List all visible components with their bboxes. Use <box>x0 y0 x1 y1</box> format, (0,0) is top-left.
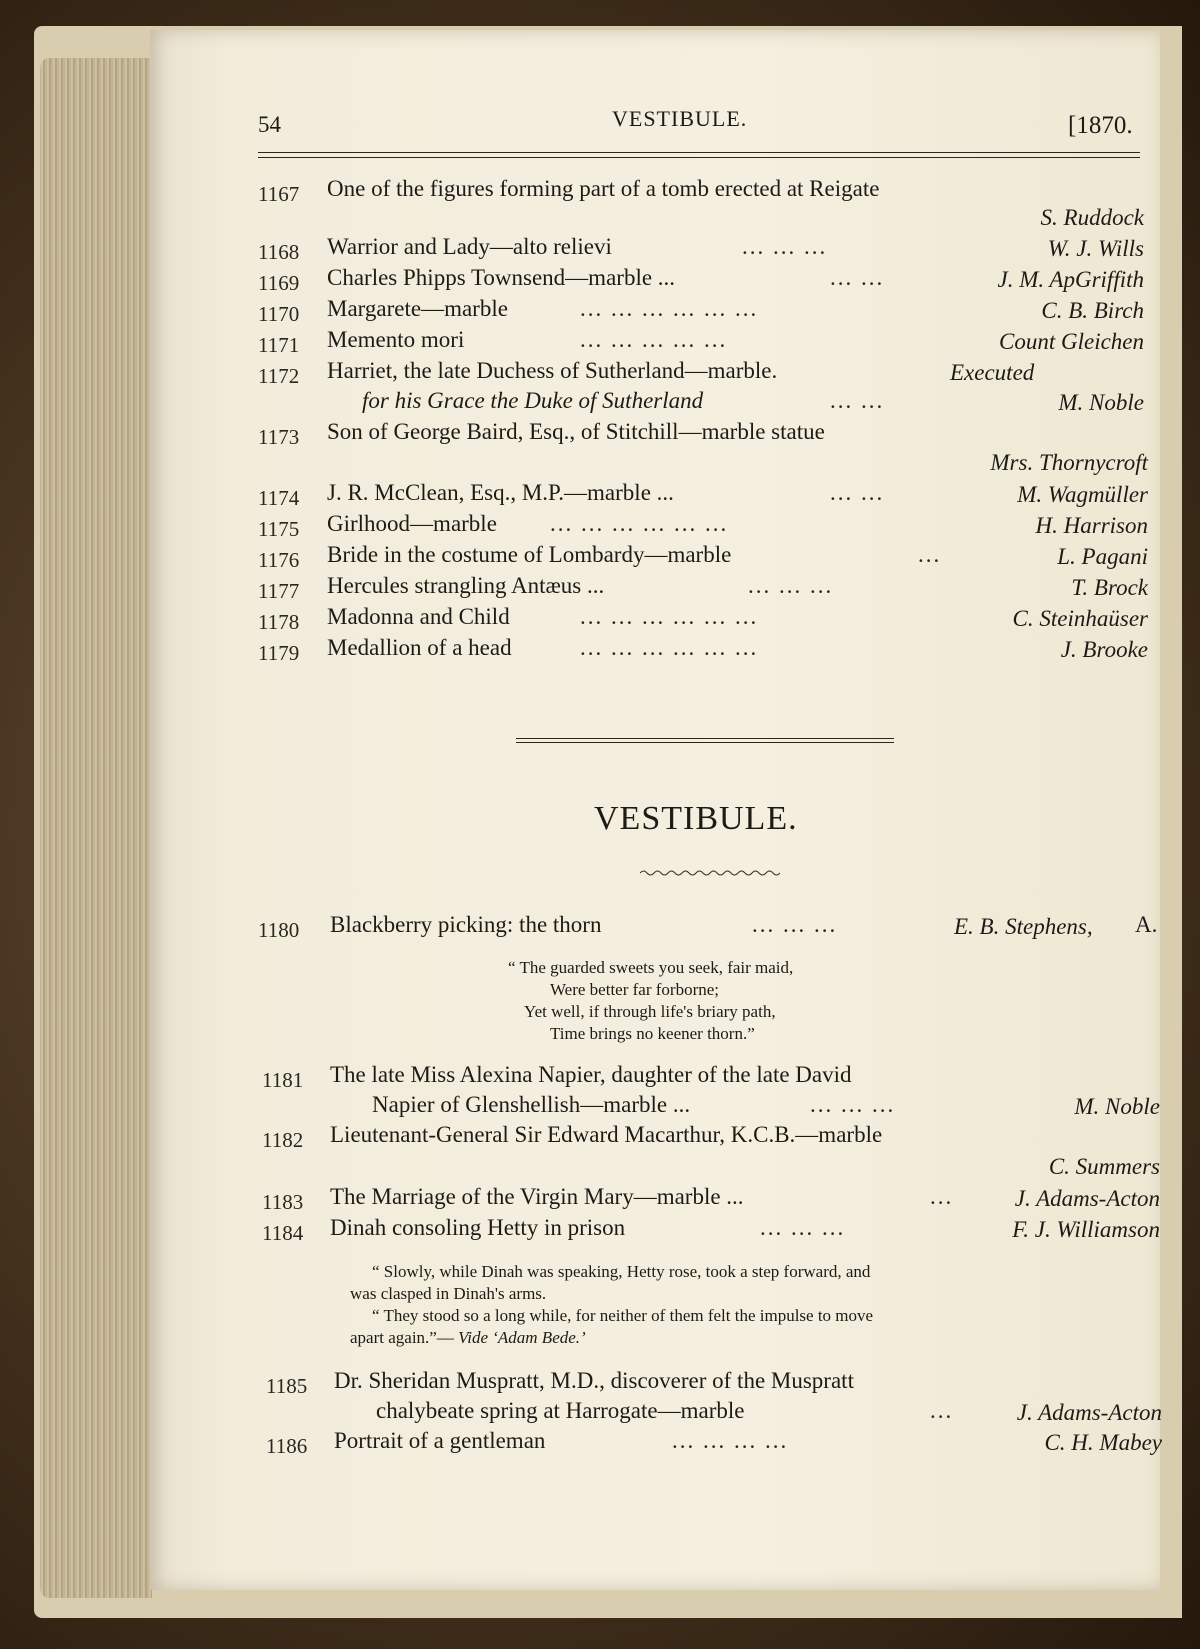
entry-title-italic: Executed <box>950 360 1035 385</box>
entry-title: Dinah consoling Hetty in prison <box>330 1215 626 1240</box>
entry-number: 1170 <box>258 302 300 326</box>
entry-title: Medallion of a head <box>327 635 512 660</box>
entry-title: One of the figures forming part of a tomb erected at Reigate <box>327 176 880 201</box>
entry-dots: ... ... <box>830 265 885 290</box>
poem-line: Time brings no keener thorn.” <box>550 1024 755 1043</box>
section-rule <box>516 738 894 743</box>
entry-dots: ... ... <box>830 480 885 505</box>
entry-number: 1171 <box>258 333 300 357</box>
entry-title: Bride in the costume of Lombardy—marble <box>327 542 732 567</box>
entry-dots: ... ... ... ... ... ... <box>580 635 759 660</box>
header-rule <box>258 152 1140 158</box>
entry-number: 1186 <box>266 1434 308 1458</box>
entry-artist: T. Brock <box>1071 575 1148 600</box>
running-title: VESTIBULE. <box>612 106 748 131</box>
entry-number: 1168 <box>258 240 300 264</box>
entry-dots: ... ... ... <box>810 1092 896 1117</box>
entry-title-line2: for his Grace the Duke of Sutherland <box>362 388 704 413</box>
entry-number: 1169 <box>258 271 300 295</box>
entry-number: 1176 <box>258 548 300 572</box>
entry-dots: ... ... ... ... ... ... <box>580 604 759 629</box>
entry-dots: ... ... ... <box>760 1215 846 1240</box>
entry-title-line2: Napier of Glenshellish—marble ... <box>372 1092 691 1117</box>
entry-number: 1172 <box>258 364 300 388</box>
entry-artist: H. Harrison <box>1035 513 1148 538</box>
entry-artist: J. Adams-Acton <box>1014 1186 1160 1211</box>
entry-number: 1167 <box>258 182 300 206</box>
entry-dots: ... ... ... ... ... ... <box>580 296 759 321</box>
entry-artist: M. Noble <box>1074 1094 1160 1119</box>
entry-dots: ... <box>918 542 942 567</box>
entry-title: Madonna and Child <box>327 604 510 629</box>
entry-artist: C. H. Mabey <box>1044 1430 1162 1455</box>
entry-title: The late Miss Alexina Napier, daughter of the late David <box>330 1062 852 1087</box>
entry-title: Hercules strangling Antæus ... <box>327 573 605 598</box>
entry-title: Warrior and Lady—alto relievi <box>327 234 612 259</box>
entry-artist: Mrs. Thornycroft <box>990 450 1148 475</box>
entry-title-line2: chalybeate spring at Harrogate—marble <box>376 1398 745 1423</box>
entry-dots: ... <box>930 1184 954 1209</box>
entry-dots: ... <box>930 1398 954 1423</box>
entry-title: Blackberry picking: the thorn <box>330 912 602 937</box>
poem-line: Yet well, if through life's briary path, <box>524 1002 776 1021</box>
entry-artist-suffix: A. <box>1135 912 1158 937</box>
entry-number: 1185 <box>266 1374 308 1398</box>
entry-artist: C. Steinhaüser <box>1012 606 1148 631</box>
poem-line: Were better far forborne; <box>550 980 720 999</box>
entry-artist: S. Ruddock <box>1040 205 1144 230</box>
entry-dots: ... ... ... ... <box>672 1428 789 1453</box>
quote-line: was clasped in Dinah's arms. <box>350 1284 547 1303</box>
page-edges <box>40 58 152 1598</box>
entry-number: 1174 <box>258 486 300 510</box>
entry-artist: W. J. Wills <box>1047 236 1144 261</box>
entry-dots: ... ... ... <box>742 234 828 259</box>
entry-artist: Count Gleichen <box>999 329 1144 354</box>
entry-title: J. R. McClean, Esq., M.P.—marble ... <box>327 480 674 505</box>
entry-artist: M. Noble <box>1058 390 1144 415</box>
entry-dots: ... ... ... <box>752 912 838 937</box>
section-heading: VESTIBULE. <box>594 800 798 837</box>
quote-line: “ Slowly, while Dinah was speaking, Hetty rose, took a step forward, and <box>372 1262 871 1281</box>
entry-artist: E. B. Stephens, <box>954 914 1093 939</box>
entry-number: 1183 <box>262 1190 304 1214</box>
entry-artist: J. Brooke <box>1060 637 1148 662</box>
quote-citation: Vide ‘Adam Bede.’ <box>458 1328 586 1347</box>
entry-dots: ... ... ... ... ... <box>580 327 728 352</box>
entry-title: The Marriage of the Virgin Mary—marble ... <box>330 1184 744 1209</box>
entry-number: 1179 <box>258 641 300 665</box>
entry-number: 1184 <box>262 1221 304 1245</box>
entry-artist: C. Summers <box>1048 1154 1160 1179</box>
entry-title: Lieutenant-General Sir Edward Macarthur, K.C.B.—marble <box>330 1122 883 1147</box>
page-number: 54 <box>258 112 281 137</box>
poem-line: “ The guarded sweets you seek, fair maid, <box>508 958 794 977</box>
entry-artist: L. Pagani <box>1057 544 1148 569</box>
entry-title: Margarete—marble <box>327 296 508 321</box>
entry-number: 1180 <box>258 918 300 942</box>
entry-title: Charles Phipps Townsend—marble ... <box>327 265 676 290</box>
entry-artist: F. J. Williamson <box>1012 1217 1160 1242</box>
quote-line: “ They stood so a long while, for neither of them felt the impulse to move <box>372 1306 874 1325</box>
quote-line <box>350 1328 586 1348</box>
entry-number: 1182 <box>262 1128 304 1152</box>
entry-number: 1178 <box>258 610 300 634</box>
entry-title: Girlhood—marble <box>327 511 497 536</box>
entry-artist: J. Adams-Acton <box>1016 1400 1162 1425</box>
entry-number: 1175 <box>258 517 300 541</box>
entry-number: 1181 <box>262 1068 304 1092</box>
entry-title: Portrait of a gentleman <box>334 1428 546 1453</box>
entry-title: Son of George Baird, Esq., of Stitchill—marble statue <box>327 419 825 444</box>
year-label: [1870. <box>1068 112 1133 139</box>
entry-dots: ... ... ... ... ... ... <box>550 511 729 536</box>
entry-title: Dr. Sheridan Muspratt, M.D., discoverer of the Muspratt <box>334 1368 854 1393</box>
entry-number: 1177 <box>258 579 300 603</box>
entry-dots: ... ... <box>830 388 885 413</box>
entry-artist: C. B. Birch <box>1041 298 1144 323</box>
quote-prefix: apart again.”— <box>350 1328 454 1347</box>
ornament-wave <box>640 868 780 878</box>
entry-artist: M. Wagmüller <box>1017 482 1148 507</box>
entry-artist: J. M. ApGriffith <box>997 267 1144 292</box>
entry-dots: ... ... ... <box>748 573 834 598</box>
entry-title: Memento mori <box>327 327 465 352</box>
entry-title: Harriet, the late Duchess of Sutherland—marble. <box>327 358 778 383</box>
entry-number: 1173 <box>258 425 300 449</box>
